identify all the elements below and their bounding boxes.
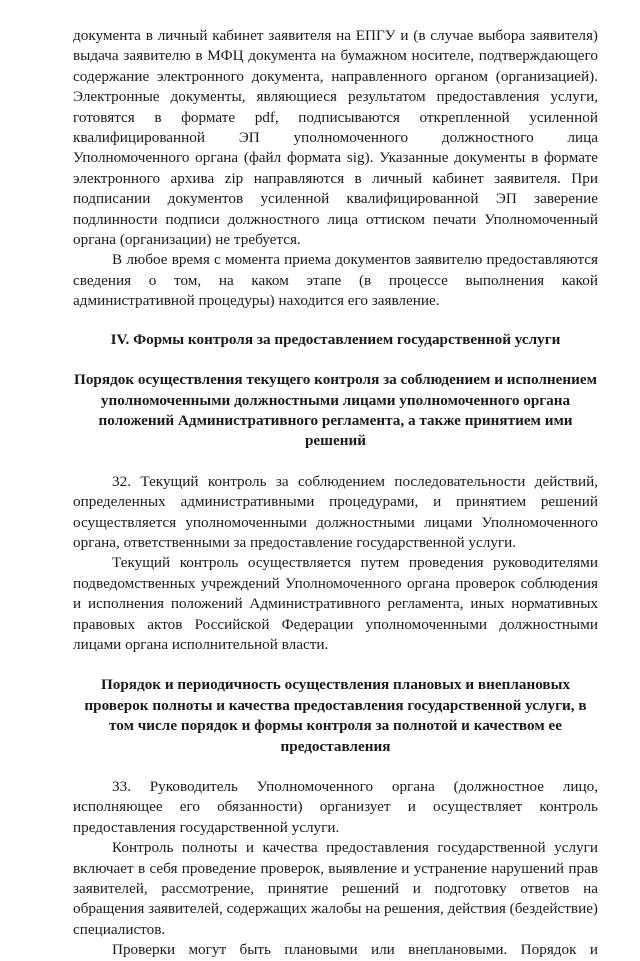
section-title: IV. Формы контроля за предоставлением государственной услуги	[110, 330, 561, 348]
document-page	[73, 26, 598, 961]
paragraph-document-delivery: документа в личный кабинет заявителя на ЕПГУ и (в случае выбора заявителя) выдача заявителю в МФЦ документа на бумажном носителе, подтверждающего содержание электронного документа, направленного органом (организацией). Электронные документы, являющиеся результатом предоставления услуги, готовятся в формате pdf, подписываются открепленной усиленной квалифицированной ЭП уполномоченного должностного лица Уполномоченного органа (файл формата sig). Указанные документы в формате электронного архива zip направляются в личный кабинет заявителя. При подписании документов усиленной квалифицированной ЭП заверение подлинности подписи должностного лица оттиском печати Уполномоченный органа (организации) не требуется.	[73, 27, 598, 249]
paragraph-32: 32. Текущий контроль за соблюдением последовательности действий, определенных административными процедурами, и принятием решений осуществляется уполномоченными должностными лицами Уполномоченного органа, ответственными за предоставление государственной услуги.	[73, 472, 598, 551]
paragraph-33: 33. Руководитель Уполномоченного органа (должностное лицо, исполняющее его обязанности) организует и осуществляет контроль предоставления государственной услуги.	[73, 778, 598, 836]
paragraph-current-control-method: Текущий контроль осуществляется путем проведения руководителями подведомственных учреждений Уполномоченного органа проверок соблюдения и исполнения положений Административного регламента, иных нормативных правовых актов Российской Федерации уполномоченными должностными лицами органа исполнительной власти.	[73, 554, 598, 653]
paragraph-checks-types: Проверки могут быть плановыми или внеплановыми. Порядок и	[112, 941, 598, 959]
paragraph-status-info: В любое время с момента приема документов заявителю предоставляются сведения о том, на каком этапе (в процессе выполнения какой административной процедуры) находится его заявление.	[73, 251, 598, 310]
paragraph-quality-control: Контроль полноты и качества предоставления государственной услуги включает в себя проведение проверок, выявление и устранение нарушений прав заявителей, рассмотрение, принятие решений и подготовку ответов на обращения заявителей, содержащих жалобы на решения, действия (бездействие) специалистов.	[73, 839, 598, 938]
subheading-current-control: Порядок осуществления текущего контроля за соблюдением и исполнением уполномоченными должностными лицами уполномоченного органа положений Административного регламента, а также принятием ими решений	[74, 371, 597, 450]
subheading-planned-checks: Порядок и периодичность осуществления плановых и внеплановых проверок полноты и качества предоставления государственной услуги, в том числе порядок и формы контроля за полнотой и качеством ее предоставления	[84, 676, 587, 755]
